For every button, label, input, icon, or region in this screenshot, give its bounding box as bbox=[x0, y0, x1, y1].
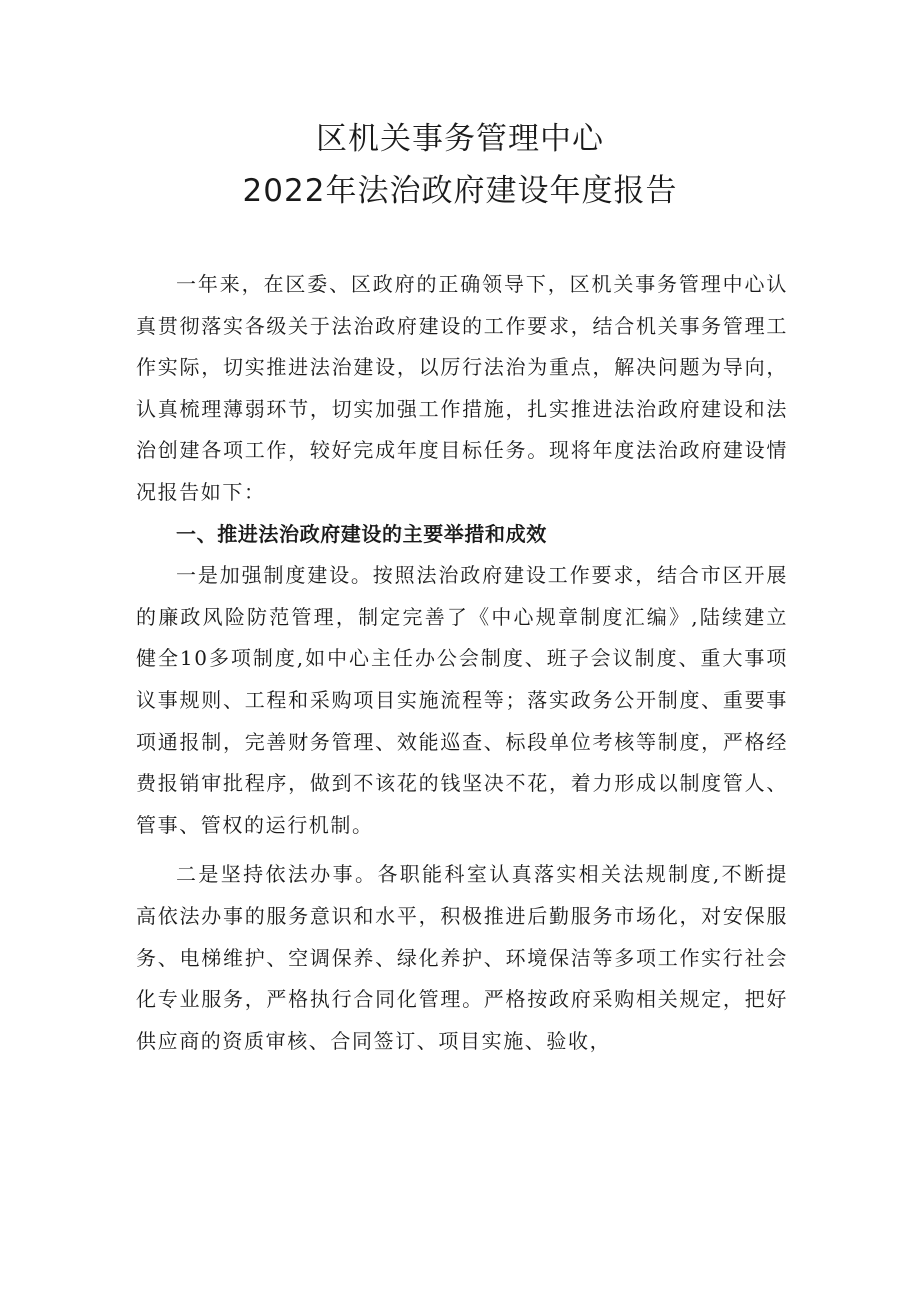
paragraph-lawful-practice: 二是坚持依法办事。各职能科室认真落实相关法规制度,不断提高依法办事的服务意识和水平，积极推进后勤服务市场化，对安保服务、电梯维护、空调保养、绿化养护、环境保洁等多项工作实行社会化专业服务，严格执行合同化管理。严格按政府采购相关规定，把好供应商的资质审核、合同签订、项目实施、验收， bbox=[136, 862, 788, 1053]
section-heading: 一、推进法治政府建设的主要举措和成效 bbox=[176, 521, 547, 546]
document-title-line2: 2022年法治政府建设年度报告 bbox=[242, 173, 678, 209]
paragraph-system-building: 一是加强制度建设。按照法治政府建设工作要求，结合市区开展的廉政风险防范管理，制定完善了《中心规章制度汇编》,陆续建立健全10多项制度,如中心主任办公会制度、班子会议制度、重大事项议事规则、工程和采购项目实施流程等；落实政务公开制度、重要事项通报制，完善财务管理、效能巡查、标段单位考核等制度，严格经费报销审批程序，做到不该花的钱坚决不花，着力形成以制度管人、管事、管权的运行机制。 bbox=[136, 563, 788, 837]
document-body bbox=[136, 264, 788, 1062]
document-title-line1: 区机关事务管理中心 bbox=[316, 121, 604, 157]
intro-paragraph: 一年来，在区委、区政府的正确领导下，区机关事务管理中心认真贯彻落实各级关于法治政府建设的工作要求，结合机关事务管理工作实际，切实推进法治建设，以厉行法治为重点，解决问题为导向，认真梳理薄弱环节，切实加强工作措施，扎实推进法治政府建设和法治创建各项工作，较好完成年度目标任务。现将年度法治政府建设情况报告如下： bbox=[136, 272, 788, 504]
